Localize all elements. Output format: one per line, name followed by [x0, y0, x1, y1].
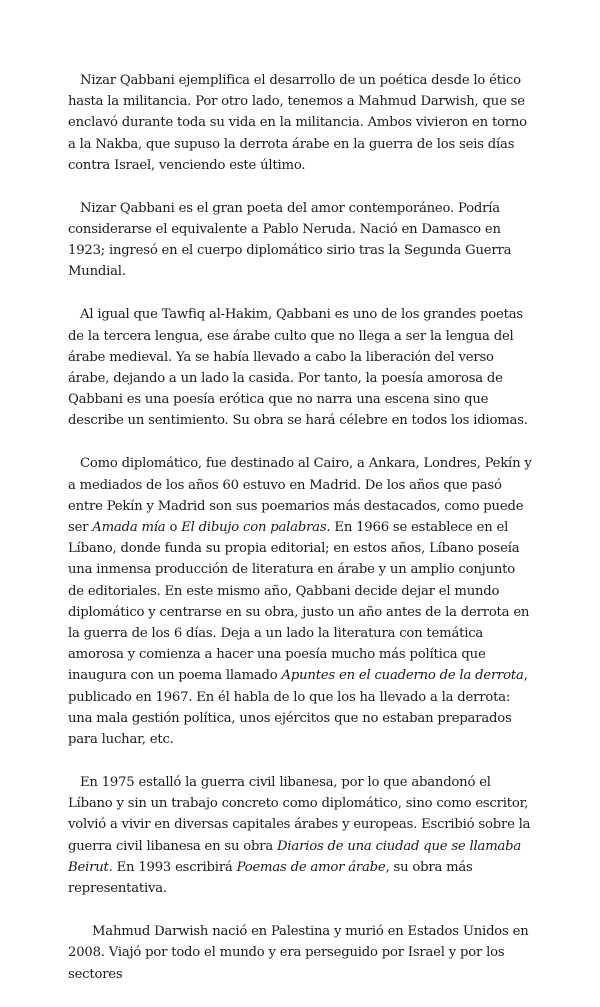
italic-title: Diarios de una ciudad que se llamaba Beirut	[68, 838, 522, 875]
text-run: Mahmud Darwish nació en Palestina y murió en Estados Unidos en 2008. Viajó por todo el mundo y era perseguido por Israel y por los sectores	[68, 924, 529, 982]
italic-title: Apuntes en el cuaderno de la derrota	[281, 668, 524, 684]
text-run: , publicado en 1967. En él habla de lo que los ha llevado a la derrota: una mala gestión política, unos ejércitos que no estaban preparados para luchar, etc.	[68, 668, 528, 748]
paragraph-2	[68, 198, 534, 283]
text-run: o	[165, 520, 182, 536]
text-run: Al igual que Tawfiq al-Hakim, Qabbani es uno de los grandes poetas de la tercera lengua, ese árabe culto que no llega a ser la lengua del árabe medieval. Ya se había llevado a cabo la liberación del verso árabe, dejando a un lado la casida. Por tanto, la poesía amorosa de Qabbani es una poesía erótica que no narra una escena sino que describe un sentimiento. Su obra se hará célebre en todos los idiomas.	[68, 307, 528, 429]
italic-title: El dibujo con palabras	[181, 520, 327, 536]
text-run: En 1975 estalló la guerra civil libanesa, por lo que abandonó el Líbano y sin un trabajo concreto como diplomático, sino como escritor, volvió a vivir en diversas capitales árabes y europeas. Escribió sobre la guerra civil libanesa en su obra	[68, 775, 531, 854]
text-run: Como diplomático, fue destinado al Cairo, a Ankara, Londres, Pekín y a mediados de los años 60 estuvo en Madrid. De los años que pasó entre Pekín y Madrid son sus poemarios más destacados, como puede ser	[68, 456, 532, 536]
paragraph-1	[68, 70, 534, 176]
paragraph-3	[68, 304, 534, 431]
text-run: Nizar Qabbani es el gran poeta del amor contemporáneo. Podría considerarse el equivalente a Pablo Neruda. Nació en Damasco en 1923; ingresó en el cuerpo diplomático sirio tras la Segunda Guerra Mundial.	[68, 200, 512, 280]
text-run: . En 1966 se establece en el Líbano, donde funda su propia editorial; en estos años, Líbano poseía una inmensa producción de literatura en árabe y un amplio conjunto de editoriales. En este mismo año, Qabbani decide dejar el mundo diplomático y centrarse en su obra, justo un año antes de la derrota en la guerra de los 6 días. Deja a un lado la literatura con temática amorosa y comienza a hacer una poesía mucho más política que inaugura con un poema llamado	[68, 520, 530, 684]
text-run: . En 1993 escribirá	[108, 859, 237, 875]
italic-title: Poemas de amor árabe	[236, 859, 386, 875]
paragraph-5	[68, 772, 534, 899]
paragraph-6	[68, 921, 534, 985]
text-run: Nizar Qabbani ejemplifica el desarrollo de un poética desde lo ético hasta la militancia. Por otro lado, tenemos a Mahmud Darwish, que se enclavó durante toda su vida en la militancia. Ambos vivieron en torno a la Nakba, que supuso la derrota árabe en la guerra de los seis días contra Israel, venciendo este último.	[68, 73, 527, 173]
paragraph-4	[68, 453, 534, 750]
italic-title: Amada mía	[92, 520, 166, 536]
text-run: , su obra más representativa.	[68, 859, 473, 897]
body-text	[68, 70, 534, 1007]
